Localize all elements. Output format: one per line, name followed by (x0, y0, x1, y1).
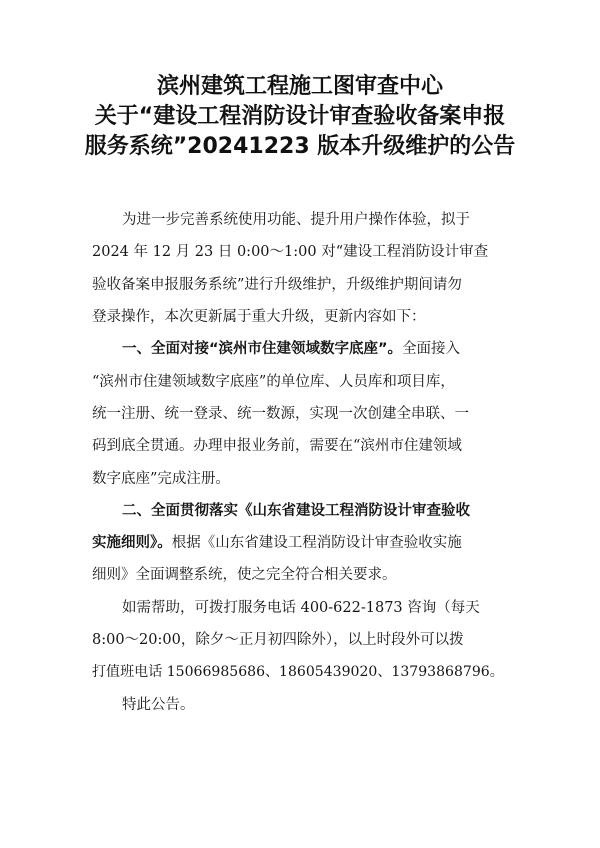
announcement-body (92, 204, 508, 721)
item2-line-1 (92, 495, 508, 527)
announcement-title (0, 72, 600, 162)
item2-line-3: 细则》全面调整系统，使之完全符合相关要求。 (92, 567, 397, 584)
title-line-2: 关于“建设工程消防设计审查验收备案申报 (94, 104, 506, 129)
title-line-1: 滨州建筑工程施工图审查中心 (156, 74, 443, 99)
closing-line: 特此公告。 (122, 696, 195, 713)
help-line-1: 如需帮助，可拨打服务电话 400-622-1873 咨询（每天 (122, 599, 480, 616)
title-line-3: 服务系统”20241223 版本升级维护的公告 (84, 134, 516, 159)
item1-line-1 (92, 333, 508, 365)
item1-line-2: “滨州市住建领域数字底座”的单位库、人员库和项目库， (92, 373, 455, 390)
intro-line-3: 验收备案申报服务系统”进行升级维护，升级维护期间请勿 (92, 276, 462, 293)
item1-line-1-rest: 全面接入 (402, 341, 461, 358)
item2-line-2 (92, 527, 508, 559)
item2-line-2-rest: 根据《山东省建设工程消防设计审查验收实施 (171, 535, 462, 552)
item2-heading-part-2: 实施细则》。 (92, 535, 172, 552)
intro-line-1: 为进一步完善系统使用功能、提升用户操作体验，拟于 (122, 212, 470, 229)
item1-line-3: 统一注册、统一登录、统一数源，实现一次创建全串联、一 (92, 405, 469, 422)
intro-line-4: 登录操作，本次更新属于重大升级，更新内容如下： (92, 309, 426, 326)
item1-line-5: 数字底座”完成注册。 (92, 470, 230, 487)
help-line-3: 打值班电话 15066985686、18605439020、13793868796。 (92, 664, 504, 681)
intro-line-2: 2024 年 12 月 23 日 0:00～1:00 对“建设工程消防设计审查 (92, 244, 489, 261)
item1-heading: 一、全面对接“滨州市住建领域数字底座”。 (122, 341, 403, 358)
item2-heading-part-1: 二、全面贯彻落实《山东省建设工程消防设计审查验收 (122, 502, 470, 519)
item1-line-4: 码到底全贯通。办理申报业务前，需要在“滨州市住建领域 (92, 438, 462, 455)
help-line-2: 8:00～20:00，除夕～正月初四除外），以上时段外可以拨 (92, 632, 464, 648)
